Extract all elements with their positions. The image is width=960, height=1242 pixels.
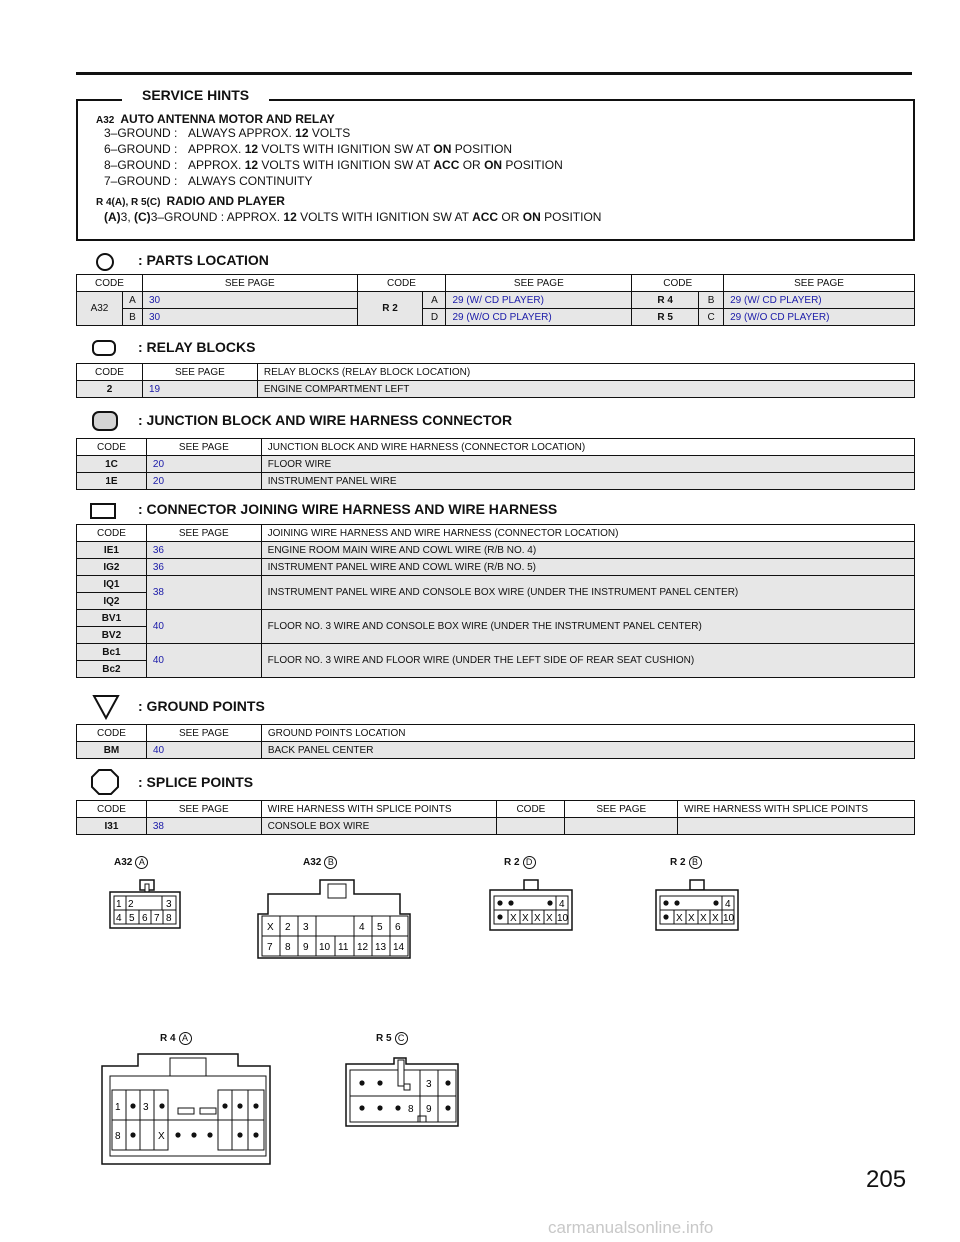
hint-line: 8–GROUND : APPROX. 12 VOLTS WITH IGNITION SW AT ACC OR ON POSITION bbox=[104, 158, 563, 172]
pin-label: 5 bbox=[129, 913, 135, 924]
pin-label: X bbox=[700, 913, 707, 924]
pin-label: 4 bbox=[359, 922, 365, 933]
pin-label: 10 bbox=[557, 913, 569, 924]
hint-line: 6–GROUND : APPROX. 12 VOLTS WITH IGNITION SW AT ON POSITION bbox=[104, 142, 513, 156]
parts-location-title: : PARTS LOCATION bbox=[138, 252, 269, 268]
connector-label-r5-c: R 5 C bbox=[376, 1032, 408, 1045]
page-link[interactable]: 29 (W/ CD PLAYER) bbox=[446, 292, 632, 309]
junction-blocks-title: : JUNCTION BLOCK AND WIRE HARNESS CONNECTOR bbox=[138, 412, 513, 428]
pin-label: X bbox=[267, 922, 274, 933]
pin-label: X bbox=[534, 913, 541, 924]
pin-label: 6 bbox=[142, 913, 148, 924]
pin-label: X bbox=[510, 913, 517, 924]
connector-label-r2-d: R 2 D bbox=[504, 856, 536, 869]
hint-line: 7–GROUND : ALWAYS CONTINUITY bbox=[104, 174, 313, 188]
pin-label: 12 bbox=[357, 942, 369, 953]
circle-symbol-icon bbox=[96, 253, 114, 271]
pin-label: X bbox=[676, 913, 683, 924]
junction-blocks-table bbox=[76, 438, 915, 490]
pin-label: 9 bbox=[303, 942, 309, 953]
page-link[interactable]: 29 (W/O CD PLAYER) bbox=[724, 309, 915, 326]
watermark: carmanualsonline.info bbox=[548, 1218, 714, 1237]
table-row: B 30 D 29 (W/O CD PLAYER) R 5 C 29 (W/O CD PLAYER) bbox=[77, 309, 915, 326]
hint-line: (A)3, (C)3–GROUND : APPROX. 12 VOLTS WITH IGNITION SW AT ACC OR ON POSITION bbox=[104, 210, 602, 224]
table-header-row: CODE SEE PAGE CODE SEE PAGE CODE SEE PAGE bbox=[77, 275, 915, 292]
rounded-rectangle-symbol-icon bbox=[92, 340, 116, 356]
page-link[interactable]: 40 bbox=[146, 644, 261, 678]
pin-label: 7 bbox=[154, 913, 160, 924]
pin-label: 3 bbox=[166, 899, 172, 910]
pin-label: X bbox=[522, 913, 529, 924]
pin-label: 2 bbox=[285, 922, 291, 933]
page-link[interactable]: 30 bbox=[142, 309, 357, 326]
relay-blocks-table bbox=[76, 363, 915, 398]
pin-label: 10 bbox=[319, 942, 331, 953]
page-link[interactable]: 29 (W/O CD PLAYER) bbox=[446, 309, 632, 326]
connector-label-r2-b: R 2 B bbox=[670, 856, 702, 869]
component-code: A32 bbox=[96, 115, 115, 126]
table-row: IG2 36 INSTRUMENT PANEL WIRE AND COWL WIRE (R/B NO. 5) bbox=[77, 559, 915, 576]
splice-points-table bbox=[76, 800, 915, 835]
table-row: Bc1 40 FLOOR NO. 3 WIRE AND FLOOR WIRE (UNDER THE LEFT SIDE OF REAR SEAT CUSHION) bbox=[77, 644, 915, 661]
hint-line: 3–GROUND : ALWAYS APPROX. 12 VOLTS bbox=[104, 126, 351, 140]
shaded-rounded-rectangle-symbol-icon bbox=[92, 411, 118, 431]
connector-a32-a bbox=[104, 878, 184, 934]
service-hints-title: SERVICE HINTS bbox=[122, 87, 269, 103]
pin-label: 9 bbox=[426, 1104, 432, 1115]
pin-label: X bbox=[546, 913, 553, 924]
connector-r2-d bbox=[480, 878, 580, 934]
connector-r5-c bbox=[340, 1054, 468, 1134]
pin-label: 10 bbox=[723, 913, 735, 924]
pin-label: 8 bbox=[285, 942, 291, 953]
table-row: 1E 20 INSTRUMENT PANEL WIRE bbox=[77, 473, 915, 490]
pin-label: 1 bbox=[116, 899, 122, 910]
hint-component-a32 bbox=[96, 112, 335, 126]
pin-label: 8 bbox=[115, 1131, 121, 1142]
pin-label: 1 bbox=[115, 1102, 121, 1113]
table-row: I31 38 CONSOLE BOX WIRE bbox=[77, 818, 915, 835]
table-header-row: CODE SEE PAGE RELAY BLOCKS (RELAY BLOCK LOCATION) bbox=[77, 364, 915, 381]
pin-label: 5 bbox=[377, 922, 383, 933]
connector-label-a32-a: A32 A bbox=[114, 856, 148, 869]
connector-a32-b bbox=[250, 876, 420, 972]
component-name: RADIO AND PLAYER bbox=[166, 194, 285, 208]
table-header-row: CODE SEE PAGE WIRE HARNESS WITH SPLICE POINTS CODE SEE PAGE WIRE HARNESS WITH SPLICE POINTS bbox=[77, 801, 915, 818]
connector-label-r4-a: R 4 A bbox=[160, 1032, 192, 1045]
page-link[interactable]: 38 bbox=[146, 818, 261, 835]
page-link[interactable]: 19 bbox=[142, 381, 257, 398]
page-number: 205 bbox=[866, 1166, 907, 1193]
page-link[interactable]: 29 (W/ CD PLAYER) bbox=[724, 292, 915, 309]
component-name: AUTO ANTENNA MOTOR AND RELAY bbox=[120, 112, 335, 126]
pin-label: 14 bbox=[393, 942, 405, 953]
triangle-symbol-icon bbox=[92, 694, 120, 720]
ground-points-table bbox=[76, 724, 915, 759]
pin-label: X bbox=[712, 913, 719, 924]
pin-label: X bbox=[688, 913, 695, 924]
component-code: R 4(A), R 5(C) bbox=[96, 197, 161, 208]
joining-connectors-title: : CONNECTOR JOINING WIRE HARNESS AND WIRE HARNESS bbox=[138, 501, 558, 517]
pin-label: 13 bbox=[375, 942, 387, 953]
page-link[interactable]: 40 bbox=[146, 610, 261, 644]
pin-label: 4 bbox=[725, 899, 731, 910]
page-link[interactable]: 30 bbox=[142, 292, 357, 309]
connector-r2-b bbox=[646, 878, 746, 934]
table-row: BV1 40 FLOOR NO. 3 WIRE AND CONSOLE BOX WIRE (UNDER THE INSTRUMENT PANEL CENTER) bbox=[77, 610, 915, 627]
pin-label: 3 bbox=[426, 1079, 432, 1090]
pin-label: X bbox=[158, 1131, 165, 1142]
pin-label: 7 bbox=[267, 942, 273, 953]
splice-points-title: : SPLICE POINTS bbox=[138, 774, 254, 790]
page-link[interactable]: 20 bbox=[146, 473, 261, 490]
hint-component-radio bbox=[96, 194, 285, 208]
pin-label: 11 bbox=[338, 942, 349, 953]
pin-label: 3 bbox=[303, 922, 309, 933]
table-row: 1C 20 FLOOR WIRE bbox=[77, 456, 915, 473]
table-header-row: CODE SEE PAGE JOINING WIRE HARNESS AND WIRE HARNESS (CONNECTOR LOCATION) bbox=[77, 525, 915, 542]
page-link[interactable]: 38 bbox=[146, 576, 261, 610]
joining-connectors-table bbox=[76, 524, 915, 678]
connector-label-a32-b: A32 B bbox=[303, 856, 337, 869]
ground-points-title: : GROUND POINTS bbox=[138, 698, 265, 714]
page-link[interactable]: 40 bbox=[146, 742, 261, 759]
page-link[interactable]: 36 bbox=[146, 559, 261, 576]
relay-blocks-title: : RELAY BLOCKS bbox=[138, 339, 256, 355]
top-rule bbox=[76, 72, 912, 75]
pin-label: 4 bbox=[559, 899, 565, 910]
table-row: Bc2 bbox=[77, 661, 915, 678]
table-row: IE1 36 ENGINE ROOM MAIN WIRE AND COWL WIRE (R/B NO. 4) bbox=[77, 542, 915, 559]
rectangle-symbol-icon bbox=[90, 503, 116, 519]
pin-label: 4 bbox=[116, 913, 122, 924]
page-link[interactable]: 20 bbox=[146, 456, 261, 473]
table-row: BV2 bbox=[77, 627, 915, 644]
page-link[interactable]: 36 bbox=[146, 542, 261, 559]
connector-r4-a bbox=[98, 1050, 278, 1168]
pin-label: 8 bbox=[166, 913, 172, 924]
table-row: BM 40 BACK PANEL CENTER bbox=[77, 742, 915, 759]
table-row: 2 19 ENGINE COMPARTMENT LEFT bbox=[77, 381, 915, 398]
table-header-row: CODE SEE PAGE GROUND POINTS LOCATION bbox=[77, 725, 915, 742]
pin-label: 6 bbox=[395, 922, 401, 933]
pin-label: 2 bbox=[128, 899, 134, 910]
table-row: IQ1 38 INSTRUMENT PANEL WIRE AND CONSOLE BOX WIRE (UNDER THE INSTRUMENT PANEL CENTER) bbox=[77, 576, 915, 593]
table-header-row: CODE SEE PAGE JUNCTION BLOCK AND WIRE HARNESS (CONNECTOR LOCATION) bbox=[77, 439, 915, 456]
parts-location-table bbox=[76, 274, 915, 326]
table-row: A32 A 30 R 2 A 29 (W/ CD PLAYER) R 4 B 29 (W/ CD PLAYER) bbox=[77, 292, 915, 309]
octagon-symbol-icon bbox=[90, 768, 120, 796]
pin-label: 8 bbox=[408, 1104, 414, 1115]
table-row: IQ2 bbox=[77, 593, 915, 610]
pin-label: 3 bbox=[143, 1102, 149, 1113]
